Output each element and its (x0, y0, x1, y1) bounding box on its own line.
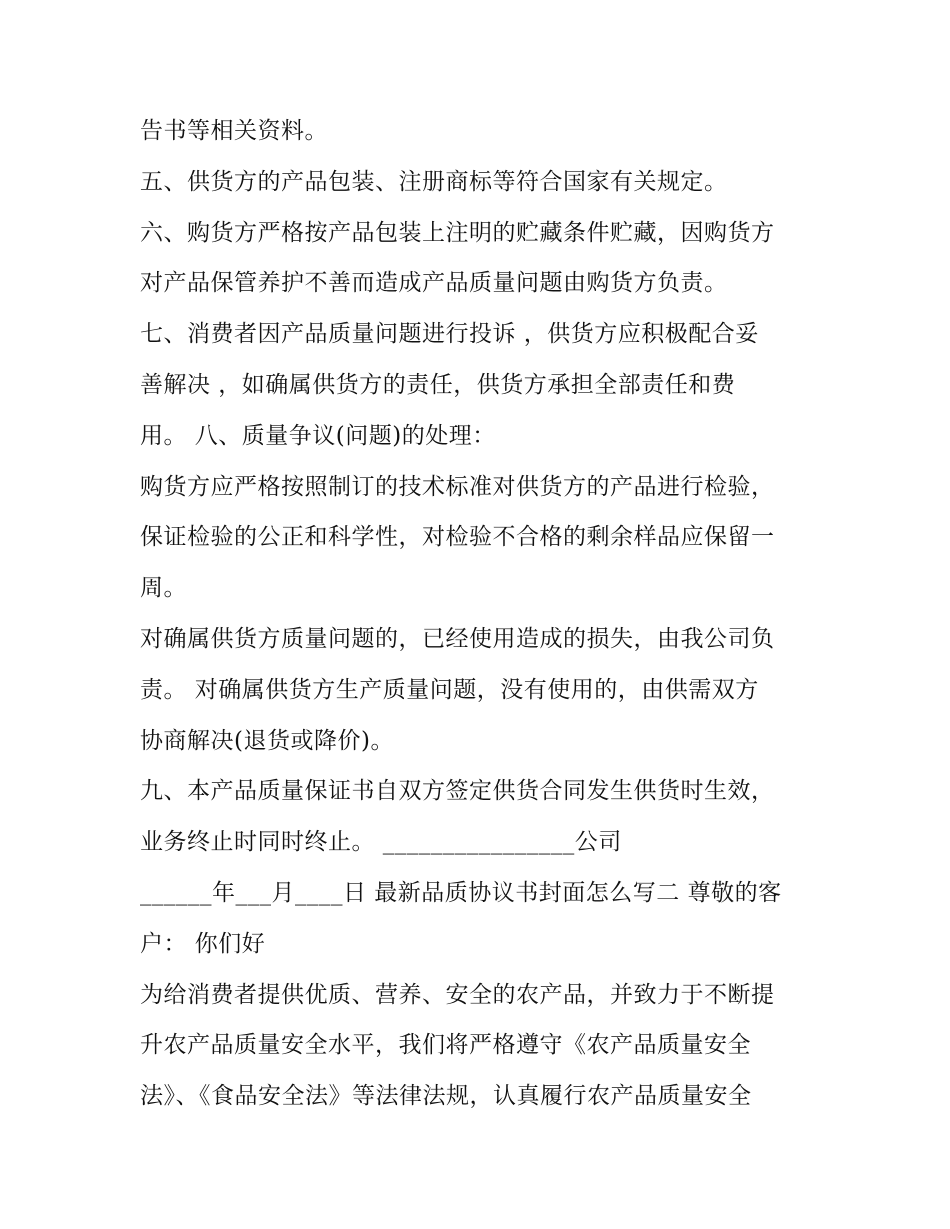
text-line: 法》、《食品安全法》等法律法规，认真履行农产品质量安全 (140, 1083, 752, 1110)
text-line: ______年___月____日 最新品质协议书封面怎么写二 尊敬的客 (140, 879, 782, 906)
text-line: 九、本产品质量保证书自双方签定供货合同发生供货时生效， (140, 778, 775, 805)
text-line: 善解决 ，如确属供货方的责任，供货方承担全部责任和费 (140, 371, 736, 398)
text-line: 六、购货方严格按产品包装上注明的贮藏条件贮藏，因购货方 (140, 219, 775, 246)
text-line: 购货方应严格按照制订的技术标准对供货方的产品进行检验， (140, 473, 775, 500)
text-line: 用。 八、质量争议(问题)的处理： (140, 422, 496, 449)
text-line: 责。 对确属供货方生产质量问题，没有使用的，由供需双方 (140, 676, 759, 703)
text-line: 业务终止时同时终止。 ________________公司 (140, 829, 622, 856)
text-line: 为给消费者提供优质、营养、安全的农产品，并致力于不断提 (140, 981, 775, 1008)
text-line: 对确属供货方质量问题的，已经使用造成的损失，由我公司负 (140, 625, 775, 652)
text-line: 周。 (140, 575, 187, 602)
text-line: 升农产品质量安全水平，我们将严格遵守《农产品质量安全 (140, 1032, 751, 1059)
text-line: 协商解决(退货或降价)。 (140, 727, 394, 754)
document-body (140, 106, 820, 1122)
text-line: 告书等相关资料。 (140, 118, 328, 144)
text-line: 五、供货方的产品包装、注册商标等符合国家有关规定。 (140, 168, 728, 195)
text-line: 保证检验的公正和科学性，对检验不合格的剩余样品应保留一 (140, 524, 775, 551)
text-line: 七、消费者因产品质量问题进行投诉 ，供货方应积极配合妥 (140, 321, 759, 348)
text-line: 对产品保管养护不善而造成产品质量问题由购货方负责。 (140, 270, 728, 297)
text-line: 户： 你们好 (140, 930, 266, 957)
